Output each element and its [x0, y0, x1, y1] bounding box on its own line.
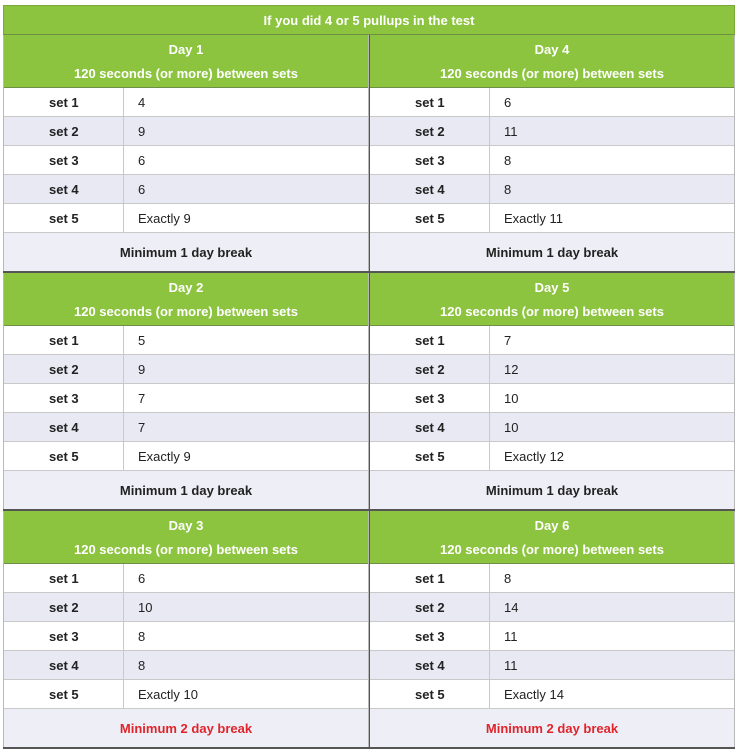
- set-label: set 3: [4, 384, 124, 412]
- set-label: set 2: [4, 355, 124, 383]
- day-block-row-1: [3, 35, 735, 273]
- set-label: set 1: [370, 326, 490, 354]
- set-value: Exactly 9: [138, 210, 191, 226]
- set-label: set 3: [370, 622, 490, 650]
- set-row-4: [4, 413, 368, 442]
- rest-interval: 120 seconds (or more) between sets: [440, 65, 664, 81]
- set-label: set 2: [4, 117, 124, 145]
- set-row-3: [4, 622, 368, 651]
- set-value: 8: [504, 152, 512, 168]
- day-header: [370, 273, 734, 326]
- set-value: 10: [504, 419, 519, 435]
- day-title: Day 4: [534, 41, 570, 57]
- set-value: 10: [504, 390, 519, 406]
- set-label: set 3: [370, 384, 490, 412]
- break-note: Minimum 2 day break: [4, 709, 368, 747]
- set-value: 4: [138, 94, 146, 110]
- break-note: Minimum 1 day break: [4, 471, 368, 509]
- day-column-left: [3, 35, 369, 271]
- set-value: Exactly 11: [504, 210, 564, 226]
- set-value: 8: [504, 181, 512, 197]
- set-label: set 3: [4, 146, 124, 174]
- set-label: set 4: [370, 175, 490, 203]
- set-label: set 1: [4, 564, 124, 592]
- set-label: set 2: [370, 355, 490, 383]
- set-label: set 1: [4, 88, 124, 116]
- set-row-1: [4, 88, 368, 117]
- set-value: 14: [504, 599, 519, 615]
- rest-interval: 120 seconds (or more) between sets: [440, 303, 664, 319]
- set-label: set 5: [4, 442, 124, 470]
- set-row-1: [370, 326, 734, 355]
- set-value: Exactly 14: [504, 686, 564, 702]
- break-note: Minimum 1 day break: [370, 471, 734, 509]
- set-value: 5: [138, 332, 146, 348]
- set-value: 11: [504, 657, 518, 673]
- set-row-2: [370, 593, 734, 622]
- set-value: 6: [138, 181, 146, 197]
- set-label: set 5: [370, 680, 490, 708]
- day-title: Day 6: [534, 517, 570, 533]
- day-column-right: [369, 35, 735, 271]
- set-value: Exactly 9: [138, 448, 191, 464]
- day-header: [370, 35, 734, 88]
- set-value: 6: [138, 570, 146, 586]
- set-row-1: [370, 88, 734, 117]
- set-row-1: [4, 326, 368, 355]
- set-label: set 3: [4, 622, 124, 650]
- set-value: 12: [504, 361, 519, 377]
- set-row-3: [4, 146, 368, 175]
- set-value: 8: [138, 657, 146, 673]
- set-row-2: [370, 117, 734, 146]
- set-label: set 2: [370, 593, 490, 621]
- day-title: Day 5: [534, 279, 570, 295]
- day-column-right: [369, 511, 735, 747]
- set-row-4: [4, 651, 368, 680]
- set-row-3: [370, 384, 734, 413]
- day-column-right: [369, 273, 735, 509]
- day-header: [370, 511, 734, 564]
- set-label: set 4: [4, 175, 124, 203]
- rest-interval: 120 seconds (or more) between sets: [74, 65, 298, 81]
- set-label: set 3: [370, 146, 490, 174]
- set-value: 8: [504, 570, 512, 586]
- set-label: set 4: [4, 651, 124, 679]
- set-row-5: [370, 680, 734, 709]
- set-label: set 4: [4, 413, 124, 441]
- set-row-5: [4, 204, 368, 233]
- set-row-4: [370, 175, 734, 204]
- set-value: 11: [504, 123, 518, 139]
- set-value: 7: [138, 390, 146, 406]
- set-row-2: [4, 117, 368, 146]
- rest-interval: 120 seconds (or more) between sets: [74, 541, 298, 557]
- day-title: Day 2: [168, 279, 204, 295]
- set-row-2: [4, 355, 368, 384]
- set-row-3: [370, 622, 734, 651]
- set-row-5: [370, 204, 734, 233]
- set-label: set 1: [370, 88, 490, 116]
- set-value: 9: [138, 123, 146, 139]
- pullup-plan-table: [3, 5, 735, 749]
- set-row-2: [370, 355, 734, 384]
- set-row-5: [4, 680, 368, 709]
- set-label: set 1: [4, 326, 124, 354]
- break-note: Minimum 1 day break: [4, 233, 368, 271]
- break-note: Minimum 1 day break: [370, 233, 734, 271]
- day-block-row-3: [3, 511, 735, 749]
- day-header: [4, 511, 368, 564]
- table-title: If you did 4 or 5 pullups in the test: [3, 5, 735, 35]
- day-header: [4, 35, 368, 88]
- set-label: set 1: [370, 564, 490, 592]
- set-row-5: [4, 442, 368, 471]
- set-value: 9: [138, 361, 146, 377]
- set-row-1: [370, 564, 734, 593]
- set-value: 7: [504, 332, 512, 348]
- day-title: Day 1: [168, 41, 204, 57]
- set-value: 10: [138, 599, 153, 615]
- set-row-2: [4, 593, 368, 622]
- set-row-5: [370, 442, 734, 471]
- set-value: 8: [138, 628, 146, 644]
- set-value: Exactly 12: [504, 448, 564, 464]
- set-row-4: [370, 651, 734, 680]
- set-value: Exactly 10: [138, 686, 198, 702]
- set-label: set 5: [370, 442, 490, 470]
- set-value: 6: [138, 152, 146, 168]
- set-label: set 5: [4, 680, 124, 708]
- set-row-3: [4, 384, 368, 413]
- day-column-left: [3, 511, 369, 747]
- set-value: 6: [504, 94, 512, 110]
- set-label: set 4: [370, 413, 490, 441]
- rest-interval: 120 seconds (or more) between sets: [74, 303, 298, 319]
- day-title: Day 3: [168, 517, 204, 533]
- set-value: 11: [504, 628, 518, 644]
- set-label: set 2: [370, 117, 490, 145]
- set-label: set 5: [370, 204, 490, 232]
- set-value: 7: [138, 419, 146, 435]
- set-label: set 2: [4, 593, 124, 621]
- set-row-4: [4, 175, 368, 204]
- set-label: set 5: [4, 204, 124, 232]
- day-column-left: [3, 273, 369, 509]
- day-block-row-2: [3, 273, 735, 511]
- set-row-4: [370, 413, 734, 442]
- day-header: [4, 273, 368, 326]
- day-blocks: [3, 35, 735, 749]
- break-note: Minimum 2 day break: [370, 709, 734, 747]
- set-label: set 4: [370, 651, 490, 679]
- rest-interval: 120 seconds (or more) between sets: [440, 541, 664, 557]
- set-row-3: [370, 146, 734, 175]
- set-row-1: [4, 564, 368, 593]
